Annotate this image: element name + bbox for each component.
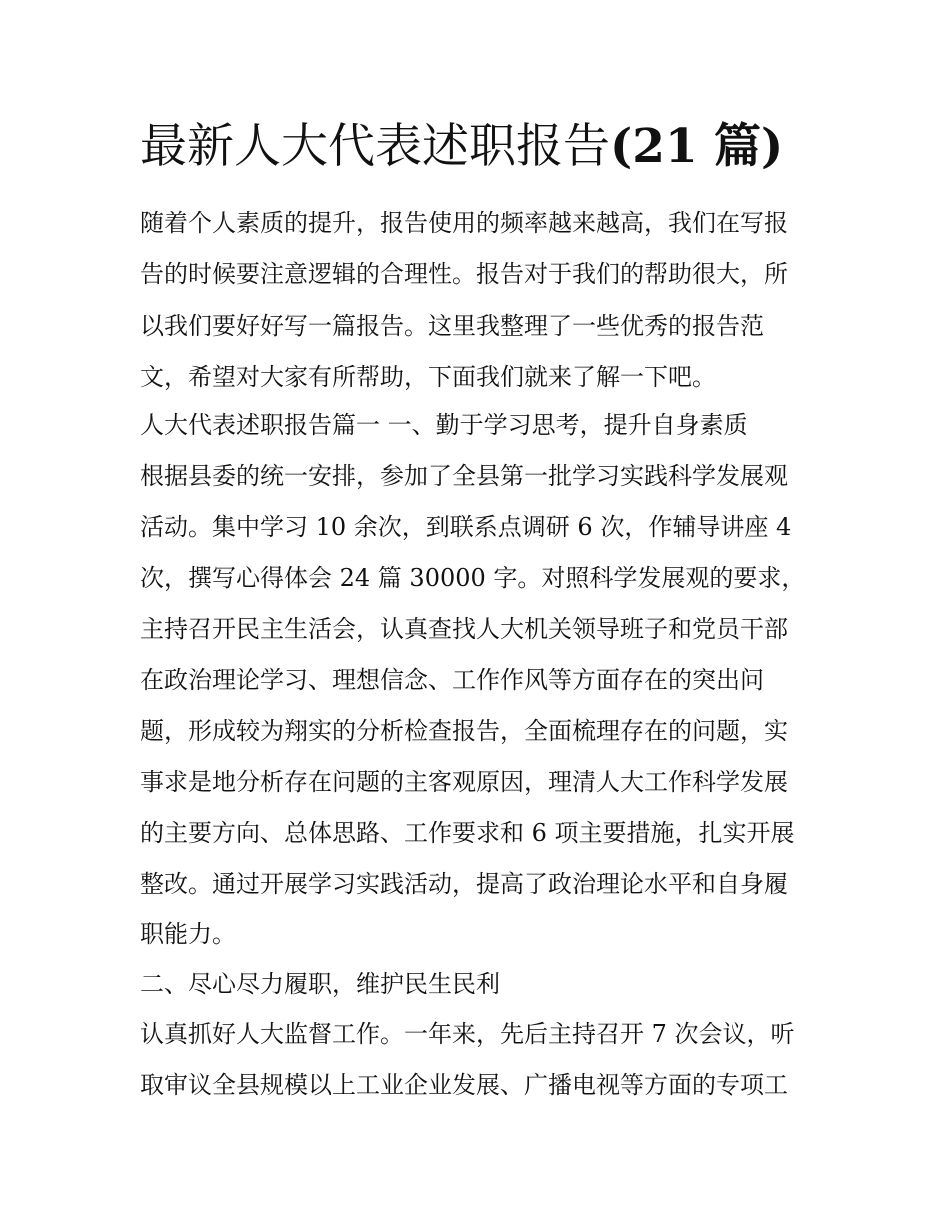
body-line: 认真抓好人大监督工作。一年来，先后主持召开 7 次会议，听 xyxy=(140,1020,795,1048)
body-line: 告的时候要注意逻辑的合理性。报告对于我们的帮助很大，所 xyxy=(140,260,788,288)
body-line: 整改。通过开展学习实践活动，提高了政治理论水平和自身履 xyxy=(140,870,788,898)
body-line: 在政治理论学习、理想信念、工作作风等方面存在的突出问 xyxy=(140,666,764,694)
body-line: 题，形成较为翔实的分析检查报告，全面梳理存在的问题，实 xyxy=(140,717,788,745)
section-heading-line: 人大代表述职报告篇一 一、勤于学习思考，提升自身素质 xyxy=(140,411,748,439)
body-line: 以我们要好好写一篇报告。这里我整理了一些优秀的报告范 xyxy=(140,312,764,340)
body-line: 主持召开民主生活会，认真查找人大机关领导班子和党员干部 xyxy=(140,615,788,643)
document-title xyxy=(140,114,783,180)
body-line: 根据县委的统一安排，参加了全县第一批学习实践科学发展观 xyxy=(140,462,788,490)
body-line: 次，撰写心得体会 24 篇 30000 字。对照科学发展观的要求， xyxy=(140,564,806,592)
body-line: 取审议全县规模以上工业企业发展、广播电视等方面的专项工 xyxy=(140,1071,788,1099)
title-main: 最新人大代表述职报告 xyxy=(140,119,610,174)
body-line: 的主要方向、总体思路、工作要求和 6 项主要措施，扎实开展 xyxy=(140,819,795,847)
body-line: 活动。集中学习 10 余次，到联系点调研 6 次，作辅导讲座 4 xyxy=(140,513,792,541)
body-line: 事求是地分析存在问题的主客观原因，理清人大工作科学发展 xyxy=(140,768,788,796)
section-heading-line: 二、尽心尽力履职，维护民生民利 xyxy=(140,970,500,998)
body-line: 文，希望对大家有所帮助，下面我们就来了解一下吧。 xyxy=(140,363,716,391)
body-line: 职能力。 xyxy=(140,920,236,948)
body-line: 随着个人素质的提升，报告使用的频率越来越高，我们在写报 xyxy=(140,209,788,237)
title-suffix: (21 篇) xyxy=(610,119,784,174)
